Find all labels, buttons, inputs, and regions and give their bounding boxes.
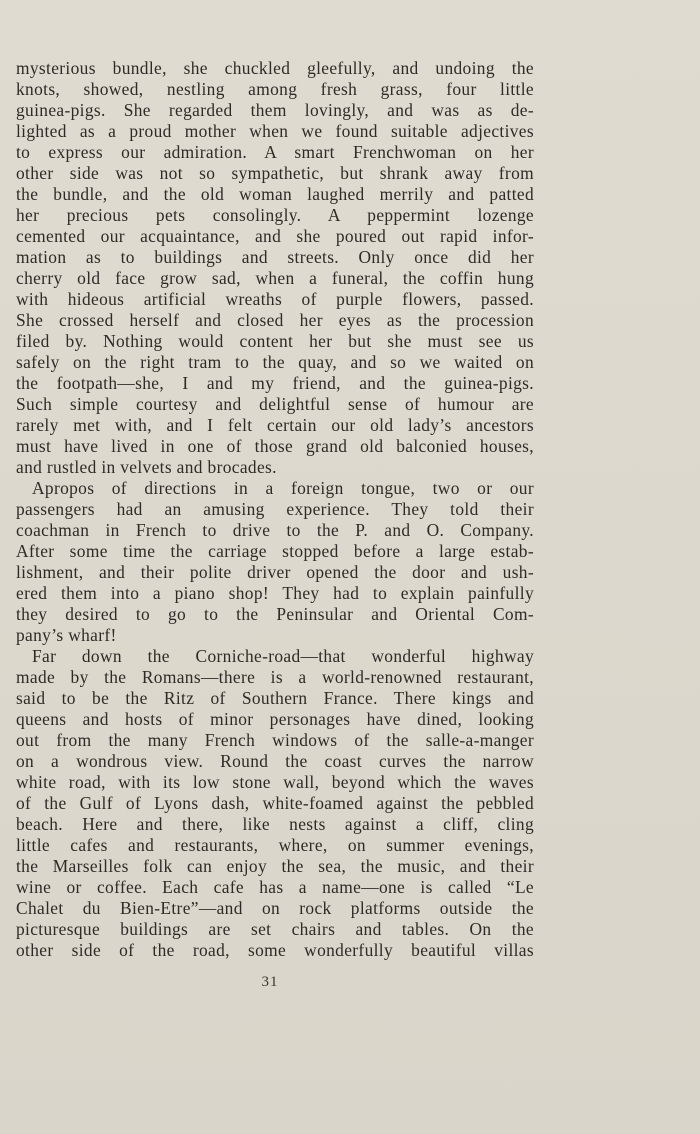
text-line: Apropos of directions in a foreign tongue, two or our (32, 478, 534, 498)
text-line: to express our admiration. A smart Frenchwoman on her (16, 142, 534, 162)
text-line: cherry old face grow sad, when a funeral, the coffin hung (16, 268, 534, 288)
text-line: rarely met with, and I felt certain our old lady’s ancestors (16, 415, 534, 435)
text-line: She crossed herself and closed her eyes as the procession (16, 310, 534, 330)
text-line: Far down the Corniche-road—that wonderful highway (32, 646, 534, 666)
text-line: on a wondrous view. Round the coast curves the narrow (16, 751, 534, 771)
text-line: other side of the road, some wonderfully beautiful villas (16, 940, 534, 960)
text-line: out from the many French windows of the salle-a-manger (16, 730, 534, 750)
text-line: lighted as a proud mother when we found suitable adjectives (16, 121, 534, 141)
text-line: pany’s wharf! (16, 625, 117, 645)
text-line: her precious pets consolingly. A peppermint lozenge (16, 205, 534, 225)
text-line: queens and hosts of minor personages have dined, looking (16, 709, 534, 729)
text-line: little cafes and restaurants, where, on summer evenings, (16, 835, 534, 855)
text-line: the footpath—she, I and my friend, and the guinea-pigs. (16, 373, 534, 393)
text-line: knots, showed, nestling among fresh grass, four little (16, 79, 534, 99)
text-line: white road, with its low stone wall, beyond which the waves (16, 772, 534, 792)
text-line: other side was not so sympathetic, but shrank away from (16, 163, 534, 183)
text-line: picturesque buildings are set chairs and tables. On the (16, 919, 534, 939)
text-line: the bundle, and the old woman laughed merrily and patted (16, 184, 534, 204)
text-line: After some time the carriage stopped before a large estab- (16, 541, 534, 561)
text-line: coachman in French to drive to the P. and O. Company. (16, 520, 534, 540)
text-line: with hideous artificial wreaths of purple flowers, passed. (16, 289, 534, 309)
body-text (16, 58, 534, 961)
text-line: cemented our acquaintance, and she poured out rapid infor- (16, 226, 534, 246)
page-number: 31 (261, 974, 279, 990)
text-line: guinea-pigs. She regarded them lovingly, and was as de- (16, 100, 534, 120)
text-line: mysterious bundle, she chuckled gleefully, and undoing the (16, 58, 534, 78)
text-line: Such simple courtesy and delightful sense of humour are (16, 394, 534, 414)
text-line: filed by. Nothing would content her but she must see us (16, 331, 534, 351)
text-line: beach. Here and there, like nests against a cliff, cling (16, 814, 534, 834)
text-line: ered them into a piano shop! They had to explain painfully (16, 583, 534, 603)
text-line: mation as to buildings and streets. Only once did her (16, 247, 534, 267)
text-line: said to be the Ritz of Southern France. There kings and (16, 688, 534, 708)
text-line: safely on the right tram to the quay, and so we waited on (16, 352, 534, 372)
text-line: wine or coffee. Each cafe has a name—one is called “Le (16, 877, 534, 897)
text-line: they desired to go to the Peninsular and Oriental Com- (16, 604, 534, 624)
text-line: passengers had an amusing experience. They told their (16, 499, 534, 519)
text-line: of the Gulf of Lyons dash, white-foamed against the pebbled (16, 793, 534, 813)
text-line: and rustled in velvets and brocades. (16, 457, 277, 477)
text-line: must have lived in one of those grand old balconied houses, (16, 436, 534, 456)
text-line: the Marseilles folk can enjoy the sea, the music, and their (16, 856, 534, 876)
text-line: Chalet du Bien-Etre”—and on rock platforms outside the (16, 898, 534, 918)
text-line: made by the Romans—there is a world-renowned restaurant, (16, 667, 534, 687)
text-line: lishment, and their polite driver opened the door and ush- (16, 562, 534, 582)
